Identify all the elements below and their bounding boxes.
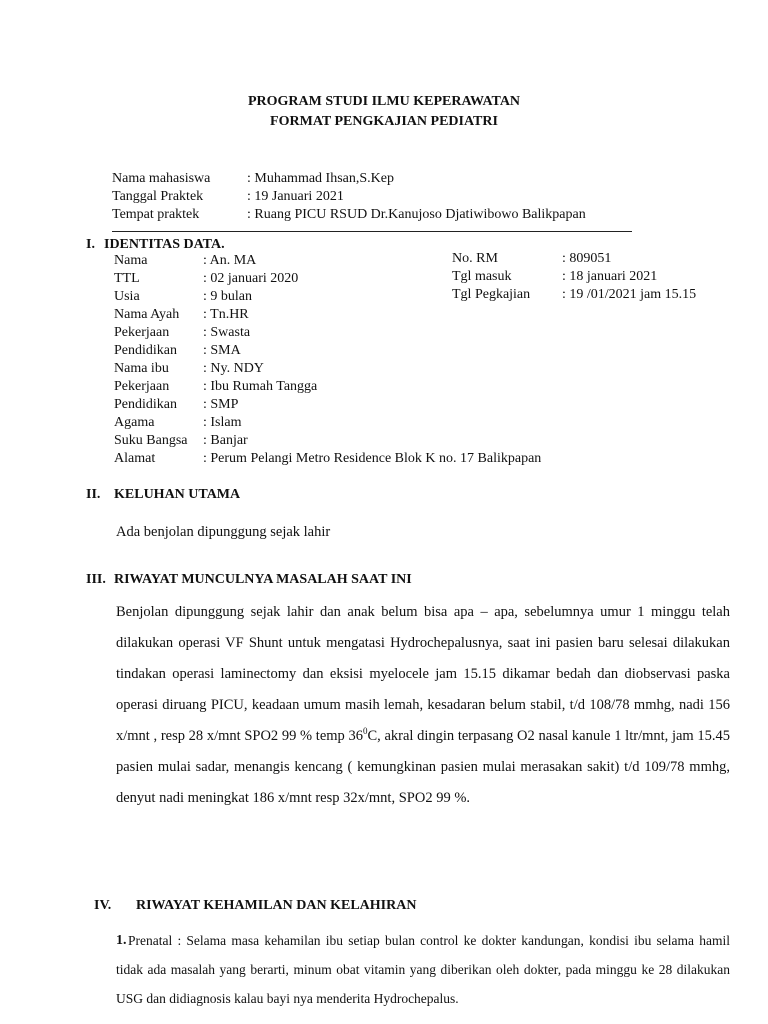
student-value: : Muhammad Ihsan,S.Kep (247, 171, 394, 186)
student-label: Tempat praktek (112, 207, 200, 222)
identity-label: Suku Bangsa (114, 433, 188, 448)
identity-value: : Banjar (203, 433, 248, 448)
identity-value: : Ny. NDY (203, 361, 264, 376)
record-label: No. RM (452, 251, 498, 266)
section-title: KELUHAN UTAMA (114, 487, 241, 502)
section-title: RIWAYAT KEHAMILAN DAN KELAHIRAN (136, 898, 417, 913)
section-number: IV. (94, 898, 112, 913)
identity-label: Nama ibu (114, 361, 169, 376)
student-value: : 19 Januari 2021 (247, 189, 344, 204)
student-label: Nama mahasiswa (112, 171, 211, 186)
chief-complaint-text: Ada benjolan dipunggung sejak lahir (116, 524, 331, 540)
identity-value: : Perum Pelangi Metro Residence Blok K no. 17 Balikpapan (203, 451, 542, 466)
section-title: RIWAYAT MUNCULNYA MASALAH SAAT INI (114, 572, 412, 587)
record-value: : 18 januari 2021 (562, 269, 658, 284)
identity-label: TTL (114, 271, 140, 286)
identity-label: Agama (114, 415, 155, 430)
history-text-part2: C, akral dingin terpasang O2 nasal kanule 1 ltr/mnt, jam 15.45 pasien mulai sadar, menangis kencang ( kemungkinan pasien mulai merasakan sakit) t/d 109/78 mmhg, denyut nadi meningkat 186 x/mnt resp 32x/mnt, SPO2 99 %. (116, 728, 730, 806)
record-label: Tgl masuk (452, 269, 512, 284)
identity-value: : 9 bulan (203, 289, 252, 304)
identity-value: : Tn.HR (203, 307, 249, 322)
horizontal-rule (112, 231, 632, 232)
record-label: Tgl Pegkajian (452, 287, 531, 302)
record-value: : 19 /01/2021 jam 15.15 (562, 287, 697, 302)
prenatal-text: : Selama masa kehamilan ibu setiap bulan control ke dokter kandungan, kondisi ibu selama hamil tidak ada masalah yang berarti, minum obat vitamin yang diberikan oleh dokter, pada minggu ke 28 dilakukan USG dan didiagnosis kalau bayi nya menderita Hydrochepalus. (116, 933, 730, 1006)
header-title-1: PROGRAM STUDI ILMU KEPERAWATAN (247, 94, 521, 109)
section-number: III. (86, 572, 106, 587)
identity-label: Nama (114, 253, 148, 268)
identity-value: : Ibu Rumah Tangga (203, 379, 318, 394)
identity-label: Usia (114, 289, 140, 304)
header-title-2: FORMAT PENGKAJIAN PEDIATRI (270, 114, 498, 129)
student-label: Tanggal Praktek (112, 189, 204, 204)
identity-label: Nama Ayah (114, 307, 180, 322)
identity-label: Alamat (114, 451, 156, 466)
identity-label: Pendidikan (114, 343, 177, 358)
identity-label: Pekerjaan (114, 379, 170, 394)
identity-value: : Swasta (203, 325, 251, 340)
degree-superscript: 0 (362, 726, 368, 737)
identity-value: : An. MA (203, 253, 257, 268)
identity-label: Pekerjaan (114, 325, 170, 340)
prenatal-label: Prenatal (128, 933, 173, 948)
prenatal-paragraph (116, 926, 730, 1013)
identity-value: : SMA (203, 343, 241, 358)
history-paragraph (116, 597, 730, 814)
identity-label: Pendidikan (114, 397, 177, 412)
record-value: : 809051 (562, 251, 612, 266)
section-number: II. (86, 487, 101, 502)
identity-value: : 02 januari 2020 (203, 271, 299, 286)
identity-value: : Islam (203, 415, 242, 430)
identity-value: : SMP (203, 397, 239, 412)
section-number: I. (86, 237, 95, 252)
history-text-part1: Benjolan dipunggung sejak lahir dan anak belum bisa apa – apa, sebelumnya umur 1 minggu telah dilakukan operasi VF Shunt untuk mengatasi Hydrochepalusnya, saat ini pasien baru selesai dilakukan tindakan operasi laminectomy dan eksisi myelocele jam 15.15 dikamar bedah dan diobservasi paska operasi diruang PICU, keadaan umum masih lemah, kesadaran belum stabil, t/d 108/78 mmhg, nadi 156 x/mnt , resp 28 x/mnt SPO2 99 % temp 36 (116, 604, 730, 744)
list-item-number: 1. (116, 933, 127, 948)
student-value: : Ruang PICU RSUD Dr.Kanujoso Djatiwibowo Balikpapan (247, 207, 586, 222)
section-title: IDENTITAS DATA. (104, 237, 225, 252)
